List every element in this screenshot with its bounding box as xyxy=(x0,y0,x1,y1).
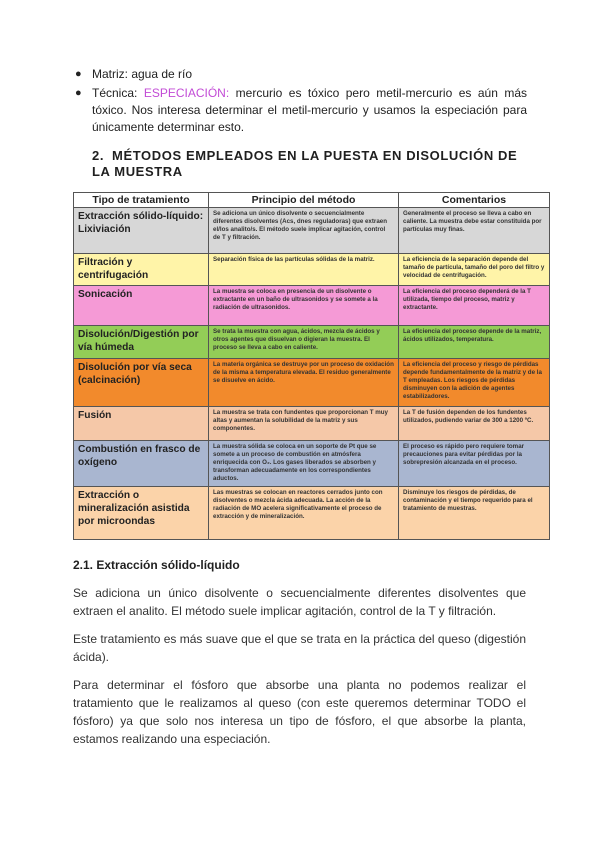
header-comentarios: Comentarios xyxy=(399,193,550,208)
cell-comentario: La eficiencia del proceso y riesgo de pérdidas depende fundamentalmente de la matriz y de la T empleadas. Los riesgos de pérdidas disminuyen con la adición de agentes estabilizadores. xyxy=(399,359,550,407)
subsection-title: 2.1. Extracción sólido-líquido xyxy=(73,558,240,572)
table-row xyxy=(74,208,550,254)
bullet-rest: mercurio es tóxico pero metil-mercurio es aún más tóxico. Nos interesa determinar el metil-mercurio y usamos la especiación para únicamente determinar esto. xyxy=(92,86,528,134)
header-principio: Principio del método xyxy=(209,193,399,208)
cell-comentario: La eficiencia del proceso depende de la matriz, ácidos utilizados, temperatura. xyxy=(399,326,550,359)
cell-principio: La muestra se coloca en presencia de un disolvente o extractante en un baño de ultrasonidos y se somete a la radiación de ultrasonidos. xyxy=(209,286,399,326)
section-title-text: MÉTODOS EMPLEADOS EN LA PUESTA EN DISOLUCIÓN DE LA MUESTRA xyxy=(92,148,518,179)
table-row xyxy=(74,407,550,441)
table-row xyxy=(74,254,550,286)
paragraph: Este tratamiento es más suave que el que se trata en la práctica del queso (digestión ácida). xyxy=(73,632,526,664)
bullet-text: Matriz: agua de río xyxy=(92,67,193,81)
cell-tipo: Fusión xyxy=(74,407,209,441)
cell-principio: La muestra sólida se coloca en un soporte de Pt que se somete a un proceso de combustión en atmósfera enriquecida con O₂. Los gases liberados se absorben y transforman adecuadamente en los correspondientes aductos. xyxy=(209,441,399,487)
cell-tipo: Extracción o mineralización asistida por microondas xyxy=(74,487,209,540)
bullet-item-tecnica xyxy=(75,85,528,136)
cell-comentario: El proceso es rápido pero requiere tomar precauciones para evitar pérdidas por la sobrepresión alcanzada en el proceso. xyxy=(399,441,550,487)
cell-tipo: Extracción sólido-líquido: Lixiviación xyxy=(74,208,209,254)
cell-principio: Separación física de las partículas sólidas de la matriz. xyxy=(209,254,399,286)
section-number: 2. xyxy=(92,148,105,163)
cell-comentario: Generalmente el proceso se lleva a cabo en caliente. La muestra debe estar constituida por partículas muy finas. xyxy=(399,208,550,254)
bullet-icon: ● xyxy=(75,87,82,99)
cell-comentario: La T de fusión dependen de los fundentes utilizados, pudiendo variar de 300 a 1200 ºC. xyxy=(399,407,550,441)
cell-tipo: Filtración y centrifugación xyxy=(74,254,209,286)
header-tipo: Tipo de tratamiento xyxy=(74,193,209,208)
methods-table xyxy=(73,192,550,540)
cell-comentario: La eficiencia del proceso dependerá de la T utilizada, tiempo del proceso, matriz y extractante. xyxy=(399,286,550,326)
table-row xyxy=(74,441,550,487)
cell-tipo: Combustión en frasco de oxígeno xyxy=(74,441,209,487)
cell-comentario: La eficiencia de la separación depende del tamaño de partícula, tamaño del poro del filtro y velocidad de centrifugación. xyxy=(399,254,550,286)
bullet-prefix: Técnica: xyxy=(92,86,144,100)
cell-principio: Se adiciona un único disolvente o secuencialmente diferentes disolventes (Acs, dnes reguladoras) que extraen el/los analito/s. El método suele implicar agitación, control de T y filtración. xyxy=(209,208,399,254)
table-header-row xyxy=(74,193,550,208)
cell-principio: Las muestras se colocan en reactores cerrados junto con disolventes o mezcla ácida adecuada. La acción de la radiación de MO acelera significativamente el proceso de extracción y de mineralización. xyxy=(209,487,399,540)
cell-principio: La muestra se trata con fundentes que proporcionan T muy altas y aumentan la solubilidad de la matriz y sus componentes. xyxy=(209,407,399,441)
cell-tipo: Sonicación xyxy=(74,286,209,326)
paragraph: Se adiciona un único disolvente o secuencialmente diferentes disolventes que extraen el analito. El método suele implicar agitación, control de la T y filtración. xyxy=(73,586,526,618)
cell-comentario: Disminuye los riesgos de pérdidas, de contaminación y el tiempo requerido para el tratamiento de muestras. xyxy=(399,487,550,540)
cell-principio: Se trata la muestra con agua, ácidos, mezcla de ácidos y otros agentes que disuelvan o digieran la muestra. El proceso se lleva a cabo en caliente. xyxy=(209,326,399,359)
table-row xyxy=(74,326,550,359)
cell-tipo: Disolución por vía seca (calcinación) xyxy=(74,359,209,407)
table-row xyxy=(74,487,550,540)
cell-tipo: Disolución/Digestión por vía húmeda xyxy=(74,326,209,359)
table-row xyxy=(74,359,550,407)
bullet-list xyxy=(75,66,528,136)
section-title xyxy=(92,148,527,180)
bullet-item-matriz xyxy=(75,66,527,83)
paragraph: Para determinar el fósforo que absorbe una planta no podemos realizar el tratamiento que le realizamos al queso (con este queremos determinar TODO el fósforo) ya que solo nos interesa un tipo de fósforo, el que absorbe la planta, estamos realizando una especiación. xyxy=(73,678,526,746)
cell-principio: La materia orgánica se destruye por un proceso de oxidación de la misma a temperatura elevada. El residuo generalmente se disuelve en ácido. xyxy=(209,359,399,407)
highlight-term: ESPECIACIÓN: xyxy=(143,86,230,100)
bullet-icon: ● xyxy=(75,68,82,80)
table-row xyxy=(74,286,550,326)
